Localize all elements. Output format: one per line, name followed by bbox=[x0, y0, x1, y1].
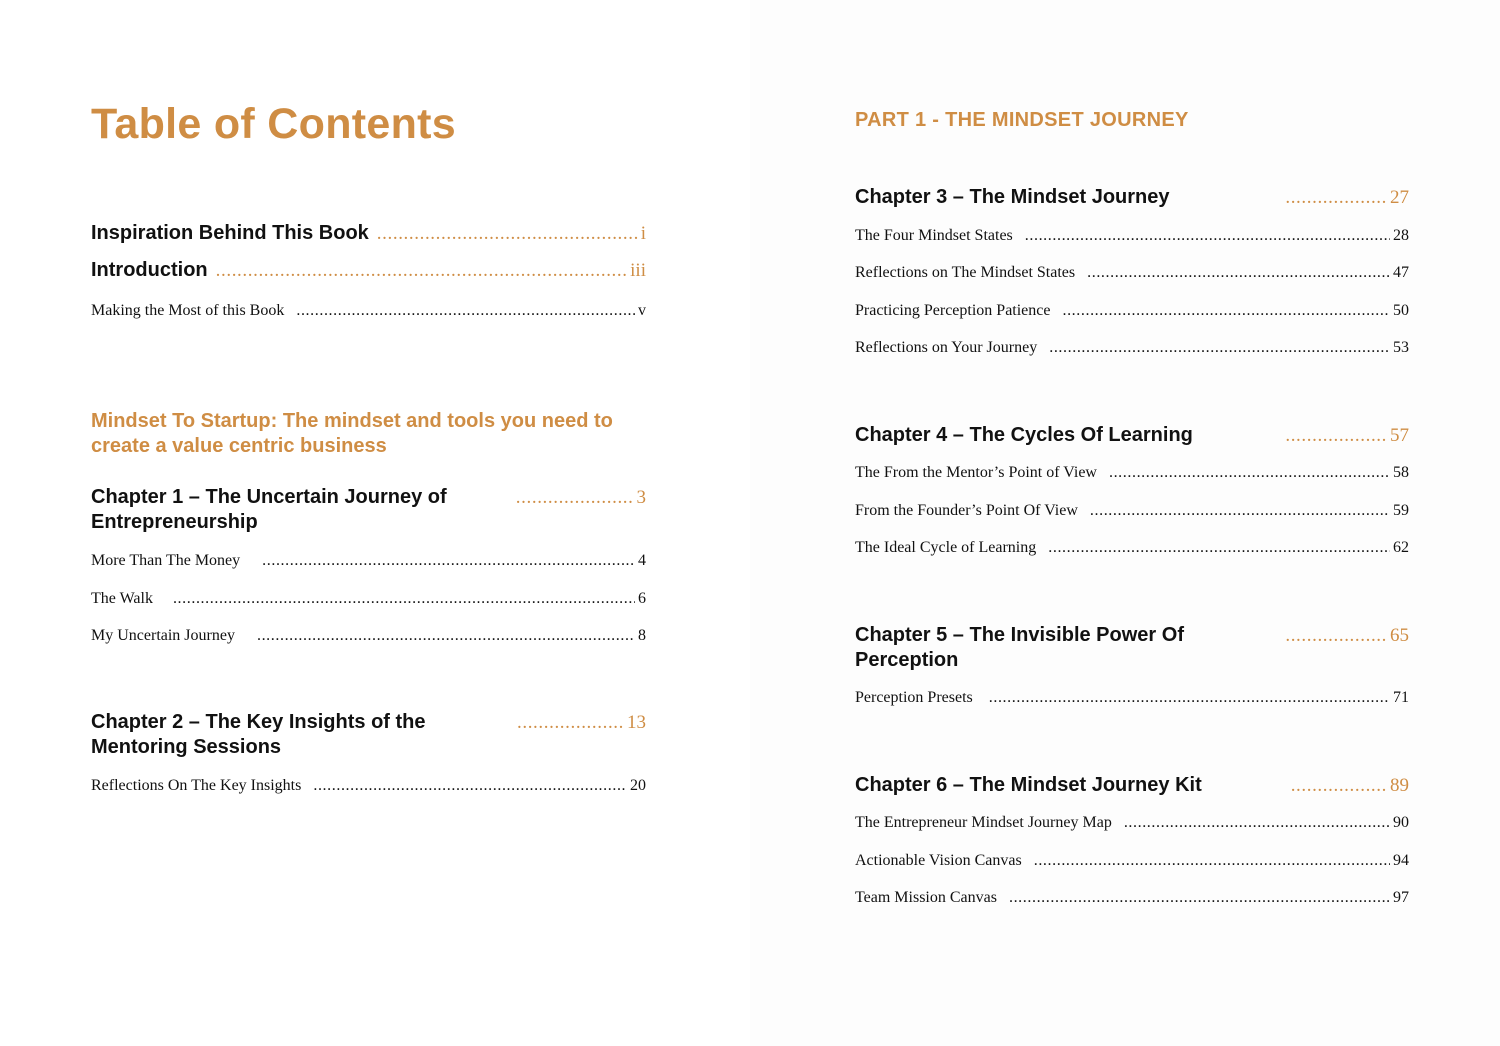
entry-page: 4 bbox=[638, 552, 646, 569]
toc-subentry[interactable] bbox=[855, 227, 1409, 245]
leader-dots bbox=[216, 260, 628, 282]
chapter-title: Chapter 6 – The Mindset Journey Kit bbox=[855, 774, 1202, 796]
chapter-page: 13 bbox=[627, 712, 646, 733]
leader-dots bbox=[1025, 227, 1390, 245]
entry-label: Introduction bbox=[91, 259, 208, 281]
toc-subentry[interactable] bbox=[855, 889, 1409, 907]
chapter-page-ref bbox=[516, 485, 646, 510]
toc-subentry[interactable] bbox=[855, 264, 1409, 282]
chapter-title: Chapter 1 – The Uncertain Journey of Entrepreneurship bbox=[91, 486, 447, 533]
leader-dots bbox=[1034, 852, 1390, 870]
toc-subentry[interactable] bbox=[91, 552, 646, 570]
toc-entry[interactable] bbox=[91, 259, 646, 282]
leader-dots bbox=[262, 552, 635, 570]
leader-dots bbox=[257, 627, 635, 645]
leader-dots bbox=[989, 689, 1390, 707]
entry-label: My Uncertain Journey bbox=[91, 627, 235, 644]
leader-dots bbox=[1090, 502, 1390, 520]
entry-page: 90 bbox=[1393, 814, 1409, 831]
entry-page: 50 bbox=[1393, 302, 1409, 319]
leader-dots: .................. bbox=[1290, 775, 1387, 796]
chapter-entry[interactable] bbox=[91, 485, 646, 535]
chapter-page: 3 bbox=[636, 487, 646, 508]
leader-dots bbox=[173, 590, 635, 608]
toc-subentry[interactable] bbox=[855, 852, 1409, 870]
leader-dots bbox=[296, 302, 635, 320]
entry-label: The Four Mindset States bbox=[855, 227, 1013, 244]
chapter-page-ref bbox=[1285, 423, 1409, 448]
entry-label: The Entrepreneur Mindset Journey Map bbox=[855, 814, 1112, 831]
right-page bbox=[750, 0, 1500, 1046]
leader-dots bbox=[1124, 814, 1390, 832]
entry-label: From the Founder’s Point Of View bbox=[855, 502, 1078, 519]
entry-page: 94 bbox=[1393, 852, 1409, 869]
toc-subentry[interactable] bbox=[855, 689, 1409, 707]
chapter-title: Chapter 2 – The Key Insights of the Mentoring Sessions bbox=[91, 711, 426, 758]
toc-subentry[interactable] bbox=[91, 590, 646, 608]
chapter-entry[interactable] bbox=[91, 710, 646, 760]
toc-entry[interactable] bbox=[91, 222, 646, 245]
entry-label: The Ideal Cycle of Learning bbox=[855, 539, 1037, 556]
toc-title: Table of Contents bbox=[91, 100, 457, 148]
entry-label: Reflections On The Key Insights bbox=[91, 777, 302, 794]
toc-subentry[interactable] bbox=[855, 339, 1409, 357]
leader-dots bbox=[1048, 539, 1390, 557]
entry-page: 6 bbox=[638, 590, 646, 607]
chapter-entry[interactable] bbox=[855, 185, 1409, 210]
toc-subentry[interactable] bbox=[855, 302, 1409, 320]
entry-label: Practicing Perception Patience bbox=[855, 302, 1051, 319]
entry-page: 62 bbox=[1393, 539, 1409, 556]
leader-dots: .................... bbox=[517, 712, 624, 733]
chapter-page: 27 bbox=[1390, 187, 1409, 208]
entry-label: More Than The Money bbox=[91, 552, 241, 569]
chapter-title: Chapter 4 – The Cycles Of Learning bbox=[855, 424, 1193, 446]
leader-dots: ................... bbox=[1285, 187, 1387, 208]
leader-dots bbox=[1062, 302, 1390, 320]
entry-page: 58 bbox=[1393, 464, 1409, 481]
entry-label: Making the Most of this Book bbox=[91, 302, 285, 319]
entry-page: iii bbox=[630, 260, 646, 281]
chapter-title: Chapter 5 – The Invisible Power Of Perception bbox=[855, 624, 1184, 671]
chapter-entry[interactable] bbox=[855, 423, 1409, 448]
entry-page: v bbox=[638, 302, 646, 319]
toc-subentry[interactable] bbox=[91, 777, 646, 795]
chapter-page-ref bbox=[1285, 623, 1409, 648]
chapter-page-ref bbox=[517, 710, 646, 735]
toc-subentry[interactable] bbox=[91, 627, 646, 645]
toc-subentry[interactable] bbox=[855, 464, 1409, 482]
toc-subentry[interactable] bbox=[855, 814, 1409, 832]
entry-label: The Walk bbox=[91, 590, 153, 607]
chapter-entry[interactable] bbox=[855, 773, 1409, 798]
entry-label: Reflections on Your Journey bbox=[855, 339, 1038, 356]
toc-subentry[interactable] bbox=[91, 302, 646, 320]
toc-subentry[interactable] bbox=[855, 539, 1409, 557]
entry-label: Perception Presets bbox=[855, 689, 973, 706]
entry-label: Team Mission Canvas bbox=[855, 889, 997, 906]
entry-page: 97 bbox=[1393, 889, 1409, 906]
leader-dots: ................... bbox=[1285, 625, 1387, 646]
entry-label: Inspiration Behind This Book bbox=[91, 222, 369, 244]
leader-dots bbox=[1109, 464, 1390, 482]
leader-dots bbox=[1009, 889, 1390, 907]
section-heading: Mindset To Startup: The mindset and tools you need to create a value centric business bbox=[91, 410, 613, 457]
chapter-page-ref bbox=[1291, 773, 1409, 798]
entry-label: The From the Mentor’s Point of View bbox=[855, 464, 1097, 481]
entry-page: 20 bbox=[630, 777, 646, 794]
entry-label: Actionable Vision Canvas bbox=[855, 852, 1022, 869]
entry-page: 47 bbox=[1393, 264, 1409, 281]
entry-page: 8 bbox=[638, 627, 646, 644]
entry-page: 28 bbox=[1393, 227, 1409, 244]
chapter-page: 65 bbox=[1390, 625, 1409, 646]
leader-dots bbox=[1087, 264, 1390, 282]
toc-subentry[interactable] bbox=[855, 502, 1409, 520]
leader-dots: ...................... bbox=[515, 487, 634, 508]
chapter-page: 89 bbox=[1390, 775, 1409, 796]
entry-page: 71 bbox=[1393, 689, 1409, 706]
chapter-page: 57 bbox=[1390, 425, 1409, 446]
leader-dots bbox=[377, 223, 638, 245]
leader-dots: ................... bbox=[1285, 425, 1387, 446]
chapter-title: Chapter 3 – The Mindset Journey bbox=[855, 186, 1170, 208]
part-heading: PART 1 - THE MINDSET JOURNEY bbox=[855, 109, 1189, 131]
entry-page: 53 bbox=[1393, 339, 1409, 356]
entry-page: i bbox=[640, 223, 646, 244]
entry-page: 59 bbox=[1393, 502, 1409, 519]
leader-dots bbox=[313, 777, 627, 795]
entry-label: Reflections on The Mindset States bbox=[855, 264, 1076, 281]
chapter-entry[interactable] bbox=[855, 623, 1409, 673]
leader-dots bbox=[1049, 339, 1390, 357]
chapter-page-ref bbox=[1285, 185, 1409, 210]
